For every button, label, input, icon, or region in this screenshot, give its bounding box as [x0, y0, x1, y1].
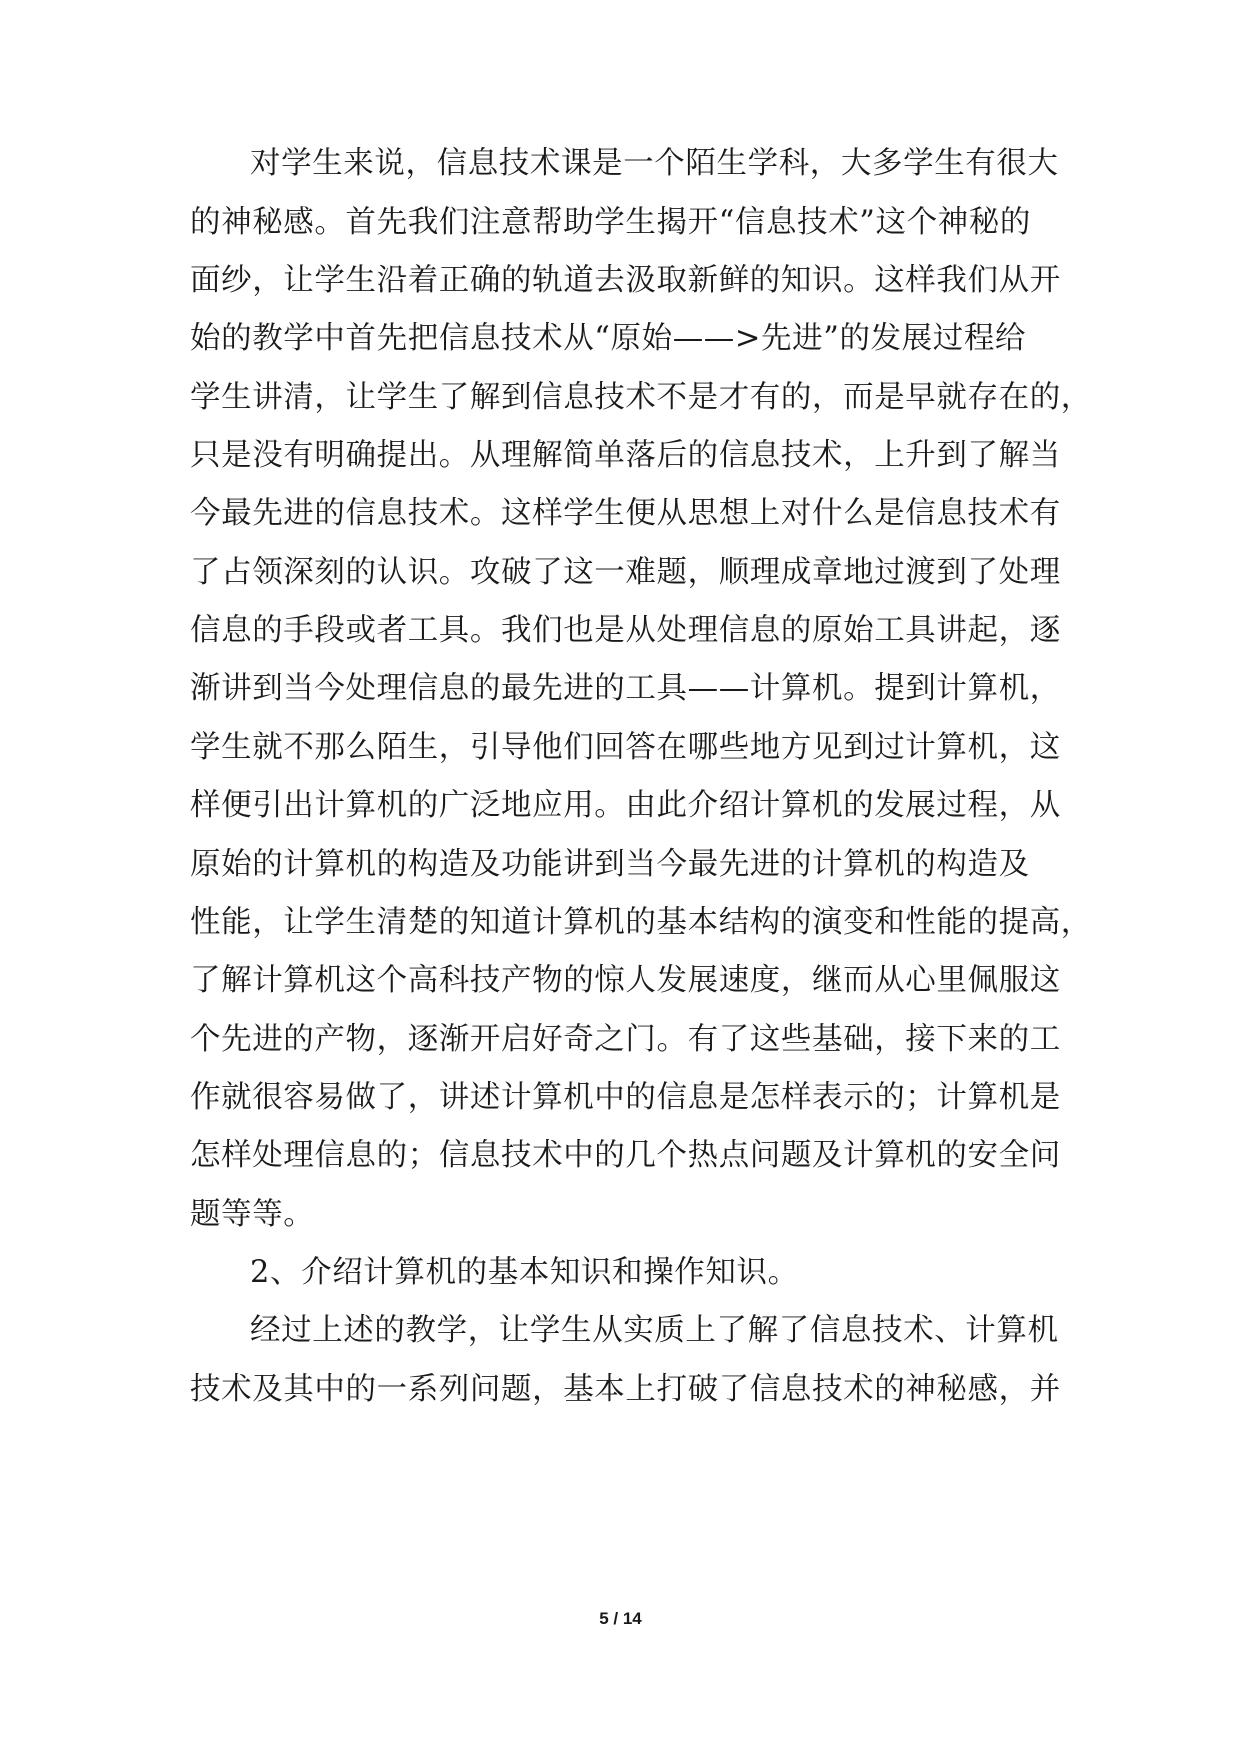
- paragraph-line: 面纱，让学生沿着正确的轨道去汲取新鲜的知识。这样我们从开: [190, 263, 1061, 298]
- page-number: 5 / 14: [599, 1609, 642, 1628]
- paragraph-line: 学生就不那么陌生，引导他们回答在哪些地方见到过计算机，这: [190, 730, 1061, 765]
- paragraph-line: 个先进的产物，逐渐开启好奇之门。有了这些基础，接下来的工: [190, 1022, 1061, 1057]
- paragraph-line: 经过上述的教学，让学生从实质上了解了信息技术、计算机: [250, 1313, 1059, 1348]
- paragraph-line: 始的教学中首先把信息技术从“原始——>先进”的发展过程给: [190, 321, 1027, 356]
- paragraph-line: 了占领深刻的认识。攻破了这一难题，顺理成章地过渡到了处理: [190, 555, 1061, 590]
- paragraph-line: 对学生来说，信息技术课是一个陌生学科，大多学生有很大: [250, 146, 1059, 181]
- paragraph-line: 今最先进的信息技术。这样学生便从思想上对什么是信息技术有: [190, 496, 1061, 531]
- paragraph-line: 信息的手段或者工具。我们也是从处理信息的原始工具讲起，逐: [190, 613, 1061, 648]
- paragraph-line: 技术及其中的一系列问题，基本上打破了信息技术的神秘感，并: [190, 1372, 1061, 1407]
- paragraph-line: 样便引出计算机的广泛地应用。由此介绍计算机的发展过程，从: [190, 788, 1061, 823]
- paragraph-line: 原始的计算机的构造及功能讲到当今最先进的计算机的构造及: [190, 847, 1030, 882]
- paragraph-line: 了解计算机这个高科技产物的惊人发展速度，继而从心里佩服这: [190, 963, 1061, 998]
- paragraph-line: 的神秘感。首先我们注意帮助学生揭开“信息技术”这个神秘的: [190, 205, 1031, 240]
- paragraph-line: 学生讲清，让学生了解到信息技术不是才有的，而是早就存在的，: [190, 380, 1092, 415]
- paragraph-line: 渐讲到当今处理信息的最先进的工具——计算机。提到计算机，: [190, 671, 1061, 706]
- paragraph-line: 只是没有明确提出。从理解简单落后的信息技术，上升到了解当: [190, 438, 1061, 473]
- paragraph-line: 怎样处理信息的；信息技术中的几个热点问题及计算机的安全问: [190, 1138, 1061, 1173]
- paragraph-line: 题等等。: [190, 1197, 315, 1232]
- section-heading: 2、介绍计算机的基本知识和操作知识。: [250, 1255, 799, 1290]
- paragraph-line: 作就很容易做了，讲述计算机中的信息是怎样表示的；计算机是: [190, 1080, 1061, 1115]
- paragraph-line: 性能，让学生清楚的知道计算机的基本结构的演变和性能的提高，: [190, 905, 1092, 940]
